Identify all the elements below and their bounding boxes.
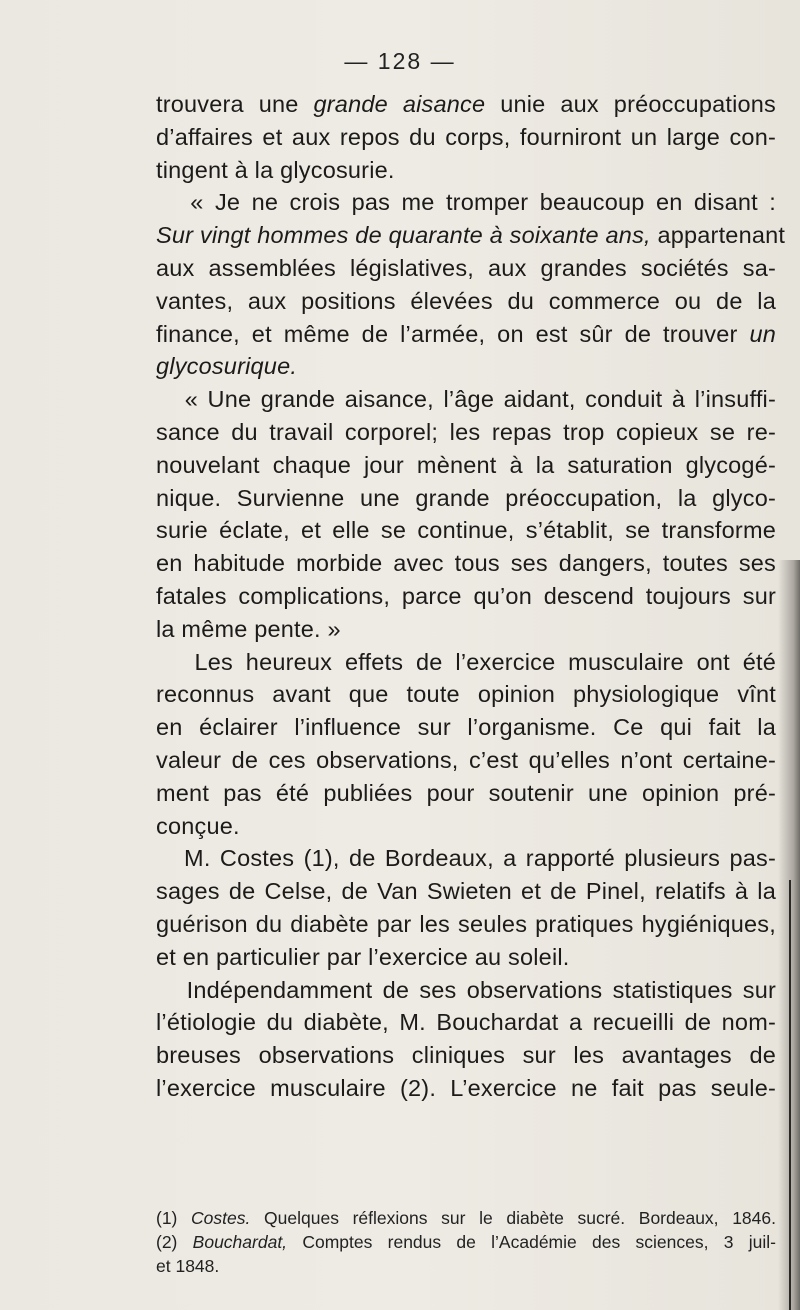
text-line: valeur de ces observations, c’est qu’elles n’ont certaine- xyxy=(156,746,776,773)
text-line: Indépendamment de ses observations statistiques sur xyxy=(156,976,776,1003)
text-line: en éclairer l’influence sur l’organisme. Ce qui fait la xyxy=(156,714,776,741)
text-line: sages de Celse, de Van Swieten et de Pinel, relatifs à la xyxy=(156,878,776,905)
text-line: l’exercice musculaire (2). L’exercice ne fait pas seule- xyxy=(156,1074,776,1101)
footnotes xyxy=(156,1206,776,1278)
text-line: tingent à la glycosurie. xyxy=(156,156,395,183)
text-line: ment pas été publiées pour soutenir une opinion pré- xyxy=(156,779,776,806)
text-line: et en particulier par l’exercice au soleil. xyxy=(156,943,570,970)
footnote-line: (2) Bouchardat, Comptes rendus de l’Académie des sciences, 3 juil- xyxy=(156,1232,776,1252)
text-line: aux assemblées législatives, aux grandes sociétés sa- xyxy=(156,254,776,281)
text-line: Sur vingt hommes de quarante à soixante ans, appartenant xyxy=(156,222,786,249)
text-line: d’affaires et aux repos du corps, fourniront un large con- xyxy=(156,123,776,150)
text-line: la même pente. » xyxy=(156,615,341,642)
footnote-line: (1) Costes. Quelques réflexions sur le diabète sucré. Bordeaux, 1846. xyxy=(156,1208,776,1228)
text-line: sance du travail corporel; les repas trop copieux se re- xyxy=(156,418,776,445)
text-line: trouvera une grande aisance unie aux préoccupations xyxy=(156,91,776,117)
text-line: reconnus avant que toute opinion physiologique vînt xyxy=(156,681,776,708)
text-line: guérison du diabète par les seules pratiques hygiéniques, xyxy=(156,910,776,937)
text-line: l’étiologie du diabète, M. Bouchardat a recueilli de nom- xyxy=(156,1009,776,1036)
page-number: — 128 — xyxy=(344,48,456,74)
text-line: M. Costes (1), de Bordeaux, a rapporté plusieurs pas- xyxy=(156,845,776,872)
text-line: glycosurique. xyxy=(156,353,298,380)
text-line: conçue. xyxy=(156,812,240,839)
text-line: « Une grande aisance, l’âge aidant, conduit à l’insuffi- xyxy=(156,386,776,413)
page-edge-line xyxy=(789,880,791,1310)
body-text xyxy=(156,88,786,1105)
text-line: finance, et même de l’armée, on est sûr de trouver un xyxy=(156,320,776,347)
text-line: vantes, aux positions élevées du commerce ou de la xyxy=(156,287,776,314)
text-line: en habitude morbide avec tous ses dangers, toutes ses xyxy=(156,550,776,577)
text-line: nique. Survienne une grande préoccupation, la glyco- xyxy=(156,484,776,511)
text-line: « Je ne crois pas me tromper beaucoup en disant : xyxy=(156,189,776,216)
text-line: surie éclate, et elle se continue, s’établit, se transforme xyxy=(156,517,776,544)
text-line: Les heureux effets de l’exercice musculaire ont été xyxy=(156,648,776,675)
text-line: breuses observations cliniques sur les avantages de xyxy=(156,1042,776,1069)
text-line: fatales complications, parce qu’on descend toujours sur xyxy=(156,582,776,609)
footnote-line: et 1848. xyxy=(156,1256,220,1276)
text-line: nouvelant chaque jour mènent à la saturation glycogé- xyxy=(156,451,776,478)
